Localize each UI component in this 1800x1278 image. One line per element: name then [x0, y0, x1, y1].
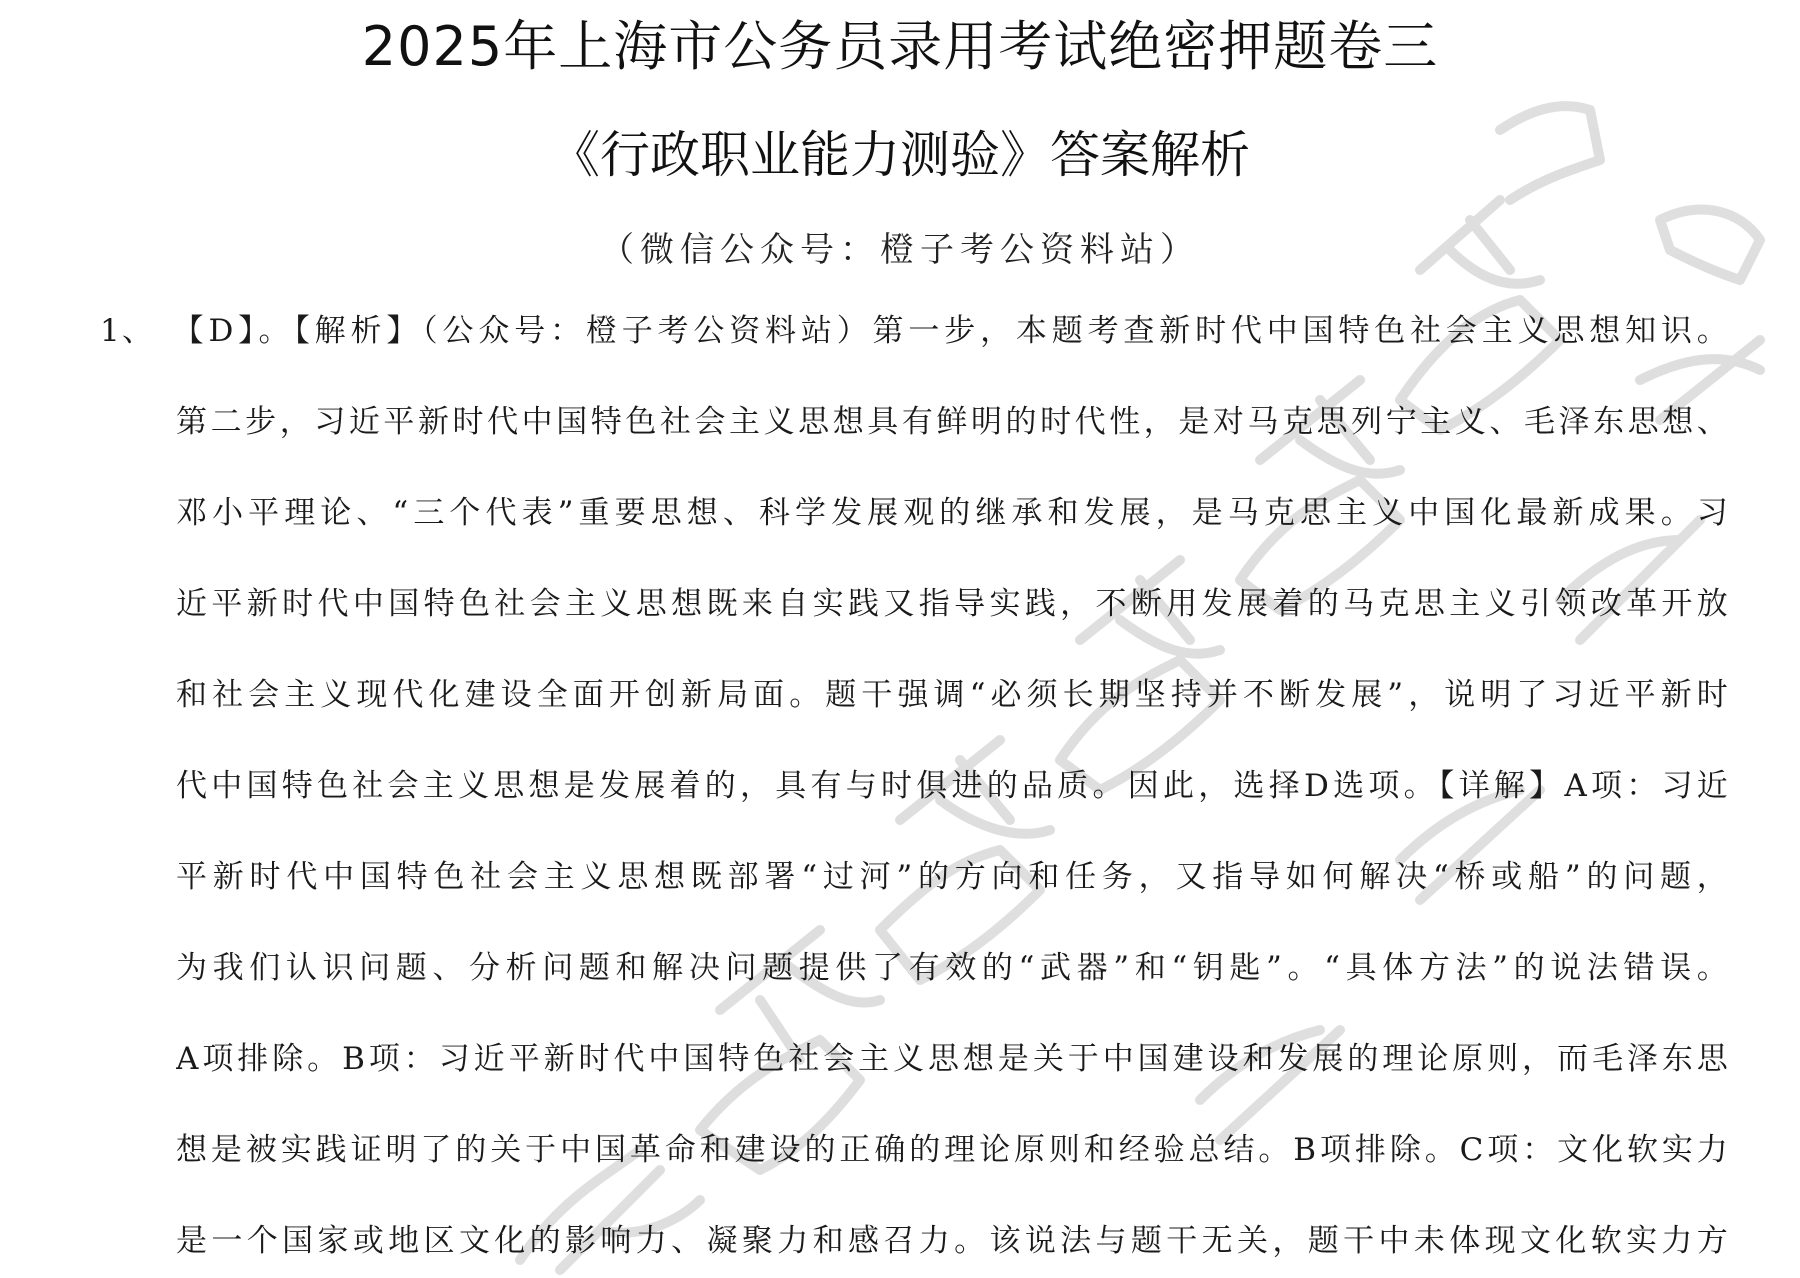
- answer-line: 是一个国家或地区文化的影响力、凝聚力和感召力。该说法与题干无关，题干中未体现文化软实力方: [176, 1223, 1730, 1259]
- answer-line: 邓小平理论、“三个代表”重要思想、科学发展观的继承和发展，是马克思主义中国化最新成果。习: [176, 495, 1730, 531]
- answer-line: 为我们认识问题、分析问题和解决问题提供了有效的“武器”和“钥匙”。“具体方法”的说法错误。: [176, 950, 1730, 986]
- source-note: （微信公众号：橙子考公资料站）: [600, 230, 1200, 270]
- answer-text: 【D】。【解析】（公众号：橙子考公资料站）第一步，本题考查新时代中国特色社会主义思想知识。: [170, 313, 1730, 349]
- page-subtitle: 《行政职业能力测验》答案解析: [550, 126, 1250, 184]
- page-title: 2025年上海市公务员录用考试绝密押题卷三: [361, 15, 1439, 78]
- answer-line: [100, 300, 1730, 391]
- answer-1: [100, 300, 1730, 1278]
- answer-line: 第二步，习近平新时代中国特色社会主义思想具有鲜明的时代性，是对马克思列宁主义、毛泽东思想、: [176, 404, 1730, 440]
- answer-line: 近平新时代中国特色社会主义思想既来自实践又指导实践，不断用发展着的马克思主义引领改革开放: [176, 586, 1730, 622]
- answer-line: 平新时代中国特色社会主义思想既部署“过河”的方向和任务，又指导如何解决“桥或船”的问题，: [176, 859, 1730, 895]
- answer-line: 和社会主义现代化建设全面开创新局面。题干强调“必须长期坚持并不断发展”，说明了习近平新时: [176, 677, 1730, 713]
- answer-line: 想是被实践证明了的关于中国革命和建设的正确的理论原则和经验总结。B项排除。C项：文化软实力: [176, 1132, 1730, 1168]
- answer-line: 代中国特色社会主义思想是发展着的，具有与时俱进的品质。因此，选择D选项。【详解】A项：习近: [176, 768, 1730, 804]
- answer-line: A项排除。B项：习近平新时代中国特色社会主义思想是关于中国建设和发展的理论原则，而毛泽东思: [176, 1041, 1730, 1077]
- question-number: 1、: [100, 313, 156, 349]
